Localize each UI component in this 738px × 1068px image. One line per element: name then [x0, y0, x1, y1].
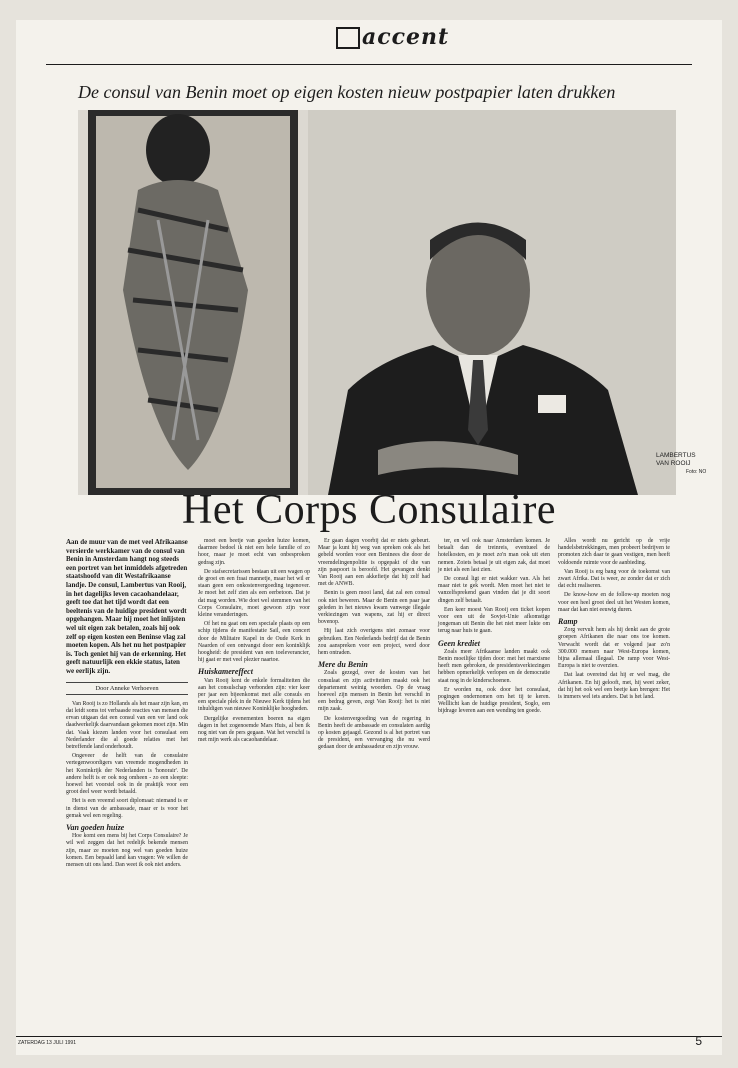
subheading: Van goeden huize	[66, 822, 125, 832]
column-1: Aan de muur van de met veel Afrikaanse versierde werkkamer van de consul van Benin in Amsterdam hangt nog steeds een portret van het inmiddels afgetreden staatshoofd van dit Westafrikaanse landje. De consul, Lambertus van Rooij, in het dagelijks leven cacaohandelaar, geeft toe dat het tijd wordt dat een beeltenis van de huidige president wordt opgehangen. Maar hij moet het inlijsten wel uit eigen zak betalen, zoals hij ook zelf op eigen kosten een Beninse vlag zal moeten kopen. Als het nu het postpapier is. Toch geniet hij van de erkenning. Het geeft natuurlijk een ekkie status, laten we eerlijk zijn. Door Anneke Verhoeven Van Rooij is zo Hollands als het maar zijn kan, en dat leidt soms tot verbaasde reacties van mensen die ervan uitgaan dat een consul van een ver land ook daadwerkelijk daarvandaan gekomen moet zijn. Min dat. Vaak kiezen landen voor het consulaat een Nederlander die al goede relaties met het betreffende land onderhoudt. Ongeveer de helft van de consulaire vertegenwoordigers van vreemde mogendheden in het Koninkrijk der Nederlanden is 'honorair'. De andere helft is er ook nog omheen - zo een sleepte: hoewel het voorstel ook in de praktijk voor een groot deel weer wordt betaald. Het is een vreemd soort diplomaat: niemand is er in dienst van de ambassade, maar er is voor het gemak wel een regeling. Van goeden huize Hoe komt een mens bij het Corps Consulaire? Je wil wel zeggen dat het redelijk bekende mensen zijn, maar ze moeten nog wel van goeden huize komen. Een bepaald land kan vragen: We willen de mensen uit ons land. Dan weet ik ook niet anders.	[66, 538, 189, 868]
photo-illustration	[78, 110, 676, 495]
column-2: moet een beetje van goeden huize komen, daarmee bedoel ik niet een hele familie of zo hoor, maar je moet echt van onbesproken gedrag zijn. De stafsecretarissen bestaan uit een wagen op de groei en een fraai mannetje, maar het wil er staan geen een onkostenvergoeding tegenover. Je moet het zelf zien als een eerbetoon. Dat je dat mag worden. Wie doet wel stemmen van het Corps Consulaire, moet gewoon zijn voor kleine veranderingen. Of het nu gaat om een speciale plaats op een schip tijdens de manifestatie Sail, een concert door de Militaire Kapel in de Oude Kerk in Naarden of een ontvangst door een koninklijk hoogheid: de president van een toeleverancier, hij gaat er met veel plezier naartoe. Huiskamereffect Van Rooij kent de enkele formaliteiten die aan het consulschap verbonden zijn: vier keer per jaar een bijeenkomst met alle consuls en een speciale plek in de Nieuwe Kerk tijdens het inhuldigen van nieuwe Koninklijke hoogheden. Dergelijke evenementen boeren na eigen dagen in het zogenoemde Mars Huis, al ben ik nog niet van de pers gegaan. Wat het verschil is met mijn werk als cacaohandelaar.	[198, 538, 310, 744]
newspaper-page	[16, 20, 722, 1055]
page-number: 5	[695, 1034, 702, 1048]
issue-date: ZATERDAG 13 JULI 1991	[18, 1040, 76, 1046]
headline: Het Corps Consulaire	[182, 487, 556, 533]
section-logo: accent	[336, 24, 449, 50]
top-rule	[46, 64, 692, 65]
photo-caption: LAMBERTUS VAN ROOIJ Foto: NO	[656, 452, 707, 475]
column-4: ter, en wil ook naar Amsterdam komen. Je betaalt dan de treinreis, eventueel de hotelkosten, en je moet zo'n man ook uit eten nemen. Zoiets betaal je uit eigen zak, dat moet je niet als een last zien. De consul ligt er niet wakker van. Als het maar niet te gek wordt. Men moet het niet te vanzelfsprekend gaan vinden dat je dit soort dingen zelf betaalt. Een keer moest Van Rooij een ticket kopen voor een uit de Sovjet-Unie afkomstige jongeman uit Benin die het niet meer lukte om terug naar huis te gaan. Geen krediet Zoals meer Afrikaanse landen maakt ook Benin moeilijke tijden door: met het marxisme heeft men gebroken, de presidentsverkiezingen hebben opmerkelijk verlopen en de democratie staat nog in de kinderschoenen. Er worden nu, ook door het consulaat, pogingen ondernomen om het tij te keren. Welllicht kan de huidige president, Soglo, een bijdrage leveren aan een wending ten goede.	[438, 538, 550, 715]
column-5: Alles wordt nu gericht op de vrije handelsbetrekkingen, men probeert bedrijven te promoten zich daar te gaan vestigen, men heeft voldoende ruimte voor de aanbieding. Van Rooij is erg bang voor de toekomst van zwart Afrika. Dat is weer, ze zonder dat er zich dat echt realiseren. De know-how en de follow-up moeten nog voor een heel groot deel uit het Westen komen, maar dat kan niet eeuwig duren. Ramp Zorg vervult hem als hij denkt aan de grote groepen Afrikanen die naar ons toe komen. Verwacht wordt dat er volgend jaar zo'n 300.000 mensen naar West-Europa komen, bijna allemaal illegaal. De ramp voor West-Europa is niet te overzien. Dat laat overeind dat hij er wel mag, die Afrikanen. En hij gelooft, met, hij weet zeker, dat hij het ook wel een beetje kan brengen: Het is immers wel iets anders. Dat is het land.	[558, 538, 670, 701]
subheading: Mere du Benin	[318, 660, 368, 670]
subheading: Geen krediet	[438, 638, 480, 648]
kicker: De consul van Benin moet op eigen kosten nieuw postpapier laten drukken	[78, 82, 616, 102]
lead-paragraph: Aan de muur van de met veel Afrikaanse versierde werkkamer van de consul van Benin in Amsterdam hangt nog steeds een portret van het inmiddels afgetreden staatshoofd van dit Westafrikaanse landje. De consul, Lambertus van Rooij, in het dagelijks leven cacaohandelaar, geeft toe dat het tijd wordt dat een beeltenis van de huidige president wordt opgehangen. Maar hij moet het inlijsten wel uit eigen zak betalen, zoals hij ook zelf op eigen kosten een Beninse vlag zal moeten kopen. Als het nu het postpapier is. Toch geniet hij van de erkenning. Het geeft natuurlijk een ekkie status, laten we eerlijk zijn.	[66, 538, 188, 675]
column-3: Er gaan dagen voorbij dat er niets gebeurt. Maar ja kunt hij weg van spreken ook als het gebeld worden voor een Beninees die door de vreemdelingenpolitie is opgepakt of die van zijn paspoort is beroofd. Het gevangen denkt Van Rooij aan een akkefietje dat hij zelf had met de ANWB. Benin is geen mooi land, dat zal een consul ook niet beweren. Maar de Benin een paar jaar geleden in het nieuws kwam vanwege illegale verkiezingen van wapens, zat hij er direct bovenop. Hij laat zich overigens niet zomaar voor gebruiken. Een Nederlands bedrijf dat de Benin zou aanspreken voor een project, werd door hem ontraden. Mere du Benin Zoals gezegd, over de kosten van het consulaat en zijn activiteiten maakt ook het departement weinig woorden. Op de vraag hoeveel zijn mensen in Benin het verschil in een bedrag geven, zegt Van Rooij: het is niet mijn zaak. De kostenvergoeding van de regering in Benin heeft de ambassade en consulaten aardig op kosten gejaagd. Gezond is al het portret van de president, een vervanging die nu werd gedaan door de ambassadeur en zijn vrouw.	[318, 538, 430, 751]
byline: Door Anneke Verhoeven	[66, 682, 188, 695]
subheading: Ramp	[558, 617, 578, 627]
portrait-photo	[78, 110, 676, 495]
logo-box-icon	[336, 27, 360, 49]
bottom-rule	[16, 1036, 722, 1037]
masthead	[16, 20, 722, 64]
subheading: Huiskamereffect	[198, 667, 253, 677]
